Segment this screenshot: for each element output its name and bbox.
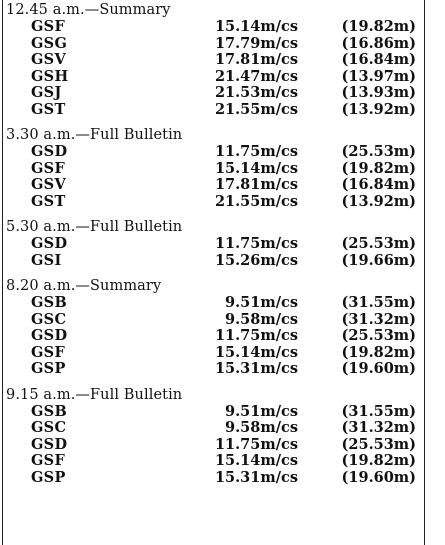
frequency-value: 21.55m/cs xyxy=(214,100,298,118)
frequency-value: 15.31m/cs xyxy=(214,468,298,486)
station-callsign: GSI xyxy=(31,251,62,269)
wavelength-value: (25.53m) xyxy=(341,235,416,252)
section-title: 9.15 a.m.—Full Bulletin xyxy=(6,386,183,403)
schedule-row xyxy=(4,102,422,119)
schedule-section xyxy=(4,219,422,269)
schedule-row xyxy=(4,420,422,437)
schedule-row xyxy=(4,177,422,194)
wavelength-value: (25.53m) xyxy=(341,143,416,160)
section-title: 8.20 a.m.—Summary xyxy=(6,278,162,294)
station-callsign: GSC xyxy=(31,419,67,436)
station-callsign: GSB xyxy=(31,294,68,311)
wavelength-value: (16.84m) xyxy=(341,176,416,193)
schedule-section xyxy=(4,127,422,210)
wavelength-value: (13.93m) xyxy=(341,84,416,101)
frequency-value: 15.31m/cs xyxy=(214,360,298,377)
schedule-row xyxy=(4,36,422,53)
frequency-value: 9.51m/cs xyxy=(225,294,298,311)
schedule-section xyxy=(4,387,422,487)
wavelength-value: (13.92m) xyxy=(341,192,416,210)
schedule-row xyxy=(4,295,422,312)
wavelength-value: (19.60m) xyxy=(341,468,416,486)
schedule-row xyxy=(4,19,422,36)
station-callsign: GSG xyxy=(31,34,68,52)
frequency-value: 11.75m/cs xyxy=(214,327,298,344)
wavelength-value: (19.66m) xyxy=(341,251,416,269)
schedule-section xyxy=(4,2,422,118)
wavelength-value: (19.82m) xyxy=(341,159,416,177)
wavelength-value: (16.86m) xyxy=(341,34,416,52)
station-callsign: GSB xyxy=(31,402,68,420)
wavelength-value: (19.82m) xyxy=(341,343,416,361)
wavelength-value: (13.92m) xyxy=(341,100,416,118)
station-callsign: GSP xyxy=(31,468,66,486)
schedule-section xyxy=(4,278,422,378)
schedule-row xyxy=(4,69,422,86)
wavelength-value: (31.55m) xyxy=(341,294,416,311)
wavelength-value: (13.97m) xyxy=(341,67,416,85)
schedule-row xyxy=(4,52,422,69)
schedule-row xyxy=(4,345,422,362)
station-callsign: GSD xyxy=(31,235,68,252)
station-callsign: GST xyxy=(31,100,66,118)
schedule-row xyxy=(4,85,422,102)
frequency-value: 21.47m/cs xyxy=(214,67,298,85)
right-column-rule xyxy=(424,0,425,545)
frequency-value: 11.75m/cs xyxy=(214,143,298,160)
schedule-row xyxy=(4,437,422,454)
wavelength-value: (25.53m) xyxy=(341,435,416,453)
frequency-value: 15.14m/cs xyxy=(214,452,298,469)
station-callsign: GSJ xyxy=(31,84,62,101)
frequency-value: 9.58m/cs xyxy=(225,310,298,328)
frequency-value: 15.14m/cs xyxy=(214,18,298,35)
frequency-value: 11.75m/cs xyxy=(214,435,298,453)
station-callsign: GSD xyxy=(31,327,68,344)
frequency-value: 9.58m/cs xyxy=(225,419,298,436)
station-callsign: GSF xyxy=(31,159,66,177)
station-callsign: GSP xyxy=(31,360,66,377)
wavelength-value: (16.84m) xyxy=(341,51,416,68)
schedule-row xyxy=(4,328,422,345)
frequency-value: 17.81m/cs xyxy=(214,51,298,68)
frequency-value: 15.14m/cs xyxy=(214,343,298,361)
wavelength-value: (31.32m) xyxy=(341,310,416,328)
section-title: 5.30 a.m.—Full Bulletin xyxy=(6,219,183,235)
station-callsign: GSV xyxy=(31,51,67,68)
schedule-row xyxy=(4,194,422,211)
broadcast-schedule xyxy=(4,2,422,486)
wavelength-value: (25.53m) xyxy=(341,327,416,344)
frequency-value: 9.51m/cs xyxy=(225,402,298,420)
wavelength-value: (19.82m) xyxy=(341,18,416,35)
frequency-value: 11.75m/cs xyxy=(214,235,298,252)
station-callsign: GSF xyxy=(31,343,66,361)
frequency-value: 15.26m/cs xyxy=(214,251,298,269)
section-title: 3.30 a.m.—Full Bulletin xyxy=(6,127,183,143)
station-callsign: GSD xyxy=(31,143,68,160)
schedule-row xyxy=(4,404,422,421)
wavelength-value: (31.55m) xyxy=(341,402,416,420)
schedule-row xyxy=(4,361,422,378)
station-callsign: GSV xyxy=(31,176,67,193)
station-callsign: GSH xyxy=(31,67,69,85)
schedule-row xyxy=(4,253,422,270)
station-callsign: GSC xyxy=(31,310,67,328)
schedule-row xyxy=(4,470,422,487)
frequency-value: 17.79m/cs xyxy=(214,34,298,52)
wavelength-value: (19.60m) xyxy=(341,360,416,377)
frequency-value: 21.53m/cs xyxy=(214,84,298,101)
frequency-value: 21.55m/cs xyxy=(214,192,298,210)
schedule-row xyxy=(4,312,422,329)
schedule-row xyxy=(4,453,422,470)
frequency-value: 17.81m/cs xyxy=(214,176,298,193)
schedule-row xyxy=(4,161,422,178)
station-callsign: GST xyxy=(31,192,66,210)
schedule-row xyxy=(4,236,422,253)
wavelength-value: (31.32m) xyxy=(341,419,416,436)
section-title: 12.45 a.m.—Summary xyxy=(6,2,171,18)
frequency-value: 15.14m/cs xyxy=(214,159,298,177)
wavelength-value: (19.82m) xyxy=(341,452,416,469)
left-column-rule xyxy=(2,0,3,545)
station-callsign: GSD xyxy=(31,435,68,453)
station-callsign: GSF xyxy=(31,452,66,469)
station-callsign: GSF xyxy=(31,18,66,35)
schedule-row xyxy=(4,144,422,161)
